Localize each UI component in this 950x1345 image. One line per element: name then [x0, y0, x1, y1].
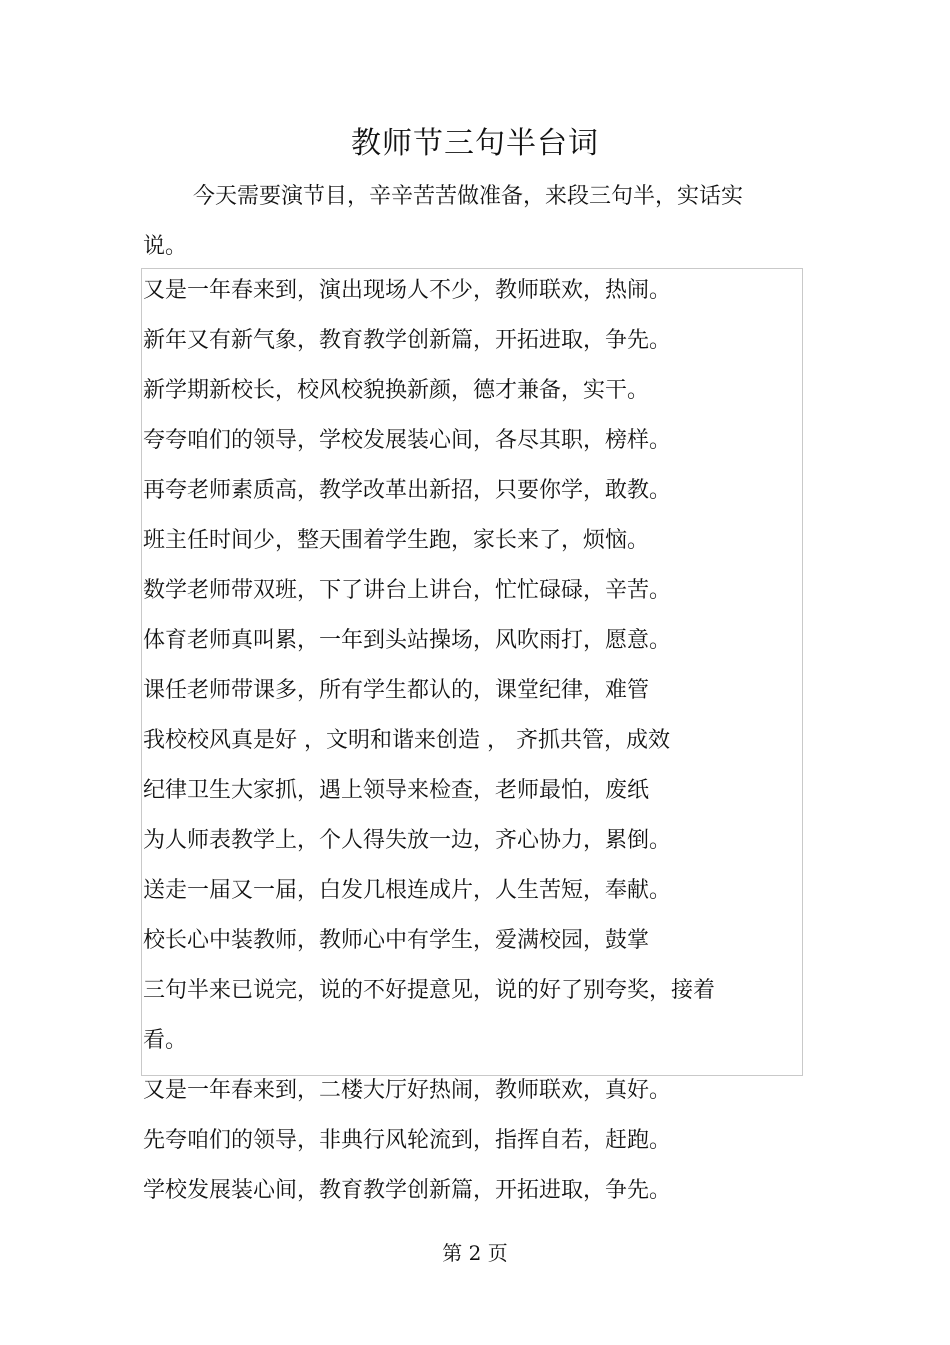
verse-line: 为人师表教学上，个人得失放一边，齐心协力，累倒。: [143, 828, 672, 853]
page-title: 教师节三句半台词: [351, 126, 599, 161]
verse-line: 又是一年春来到，演出现场人不少，教师联欢，热闹。: [143, 278, 672, 303]
verse-list: [143, 266, 763, 1216]
verse-line: 看。: [143, 1028, 188, 1053]
verse-line: 三句半来已说完，说的不好提意见，说的好了别夸奖，接着: [143, 978, 716, 1003]
verse-line: 校长心中装教师，教师心中有学生，爱满校园，鼓掌: [143, 928, 650, 953]
verse-line: 新年又有新气象，教育教学创新篇，开拓进取，争先。: [143, 328, 672, 353]
verse-line: 又是一年春来到，二楼大厅好热闹，教师联欢，真好。: [143, 1078, 672, 1103]
verse-line: 夸夸咱们的领导，学校发展装心间，各尽其职，榜样。: [143, 428, 672, 453]
verse-line: 班主任时间少，整天围着学生跑，家长来了，烦恼。: [143, 528, 650, 553]
verse-line: 我校校风真是好 ，文明和谐来创造 ， 齐抓共管，成效: [143, 728, 670, 753]
verse-line: 新学期新校长，校风校貌换新颜，德才兼备，实干。: [143, 378, 650, 403]
verse-line: 先夸咱们的领导，非典行风轮流到，指挥自若，赶跑。: [143, 1128, 672, 1153]
verse-line: 纪律卫生大家抓，遇上领导来检查，老师最怕，废纸: [143, 778, 650, 803]
verse-line: 体育老师真叫累，一年到头站操场，风吹雨打，愿意。: [143, 628, 672, 653]
verse-line: 送走一届又一届，白发几根连成片，人生苦短，奉献。: [143, 878, 672, 903]
page-number: 第 2 页: [442, 1241, 508, 1265]
verse-line: 学校发展装心间，教育教学创新篇，开拓进取，争先。: [143, 1178, 672, 1203]
intro-paragraph: 今天需要演节目，辛辛苦苦做准备，来段三句半，实话实说。: [143, 184, 744, 259]
verse-line: 课任老师带课多，所有学生都认的，课堂纪律，难管: [143, 678, 650, 703]
verse-line: 数学老师带双班，下了讲台上讲台，忙忙碌碌，辛苦。: [143, 578, 672, 603]
verse-line: 再夸老师素质高，教学改革出新招，只要你学，敢教。: [143, 478, 672, 503]
